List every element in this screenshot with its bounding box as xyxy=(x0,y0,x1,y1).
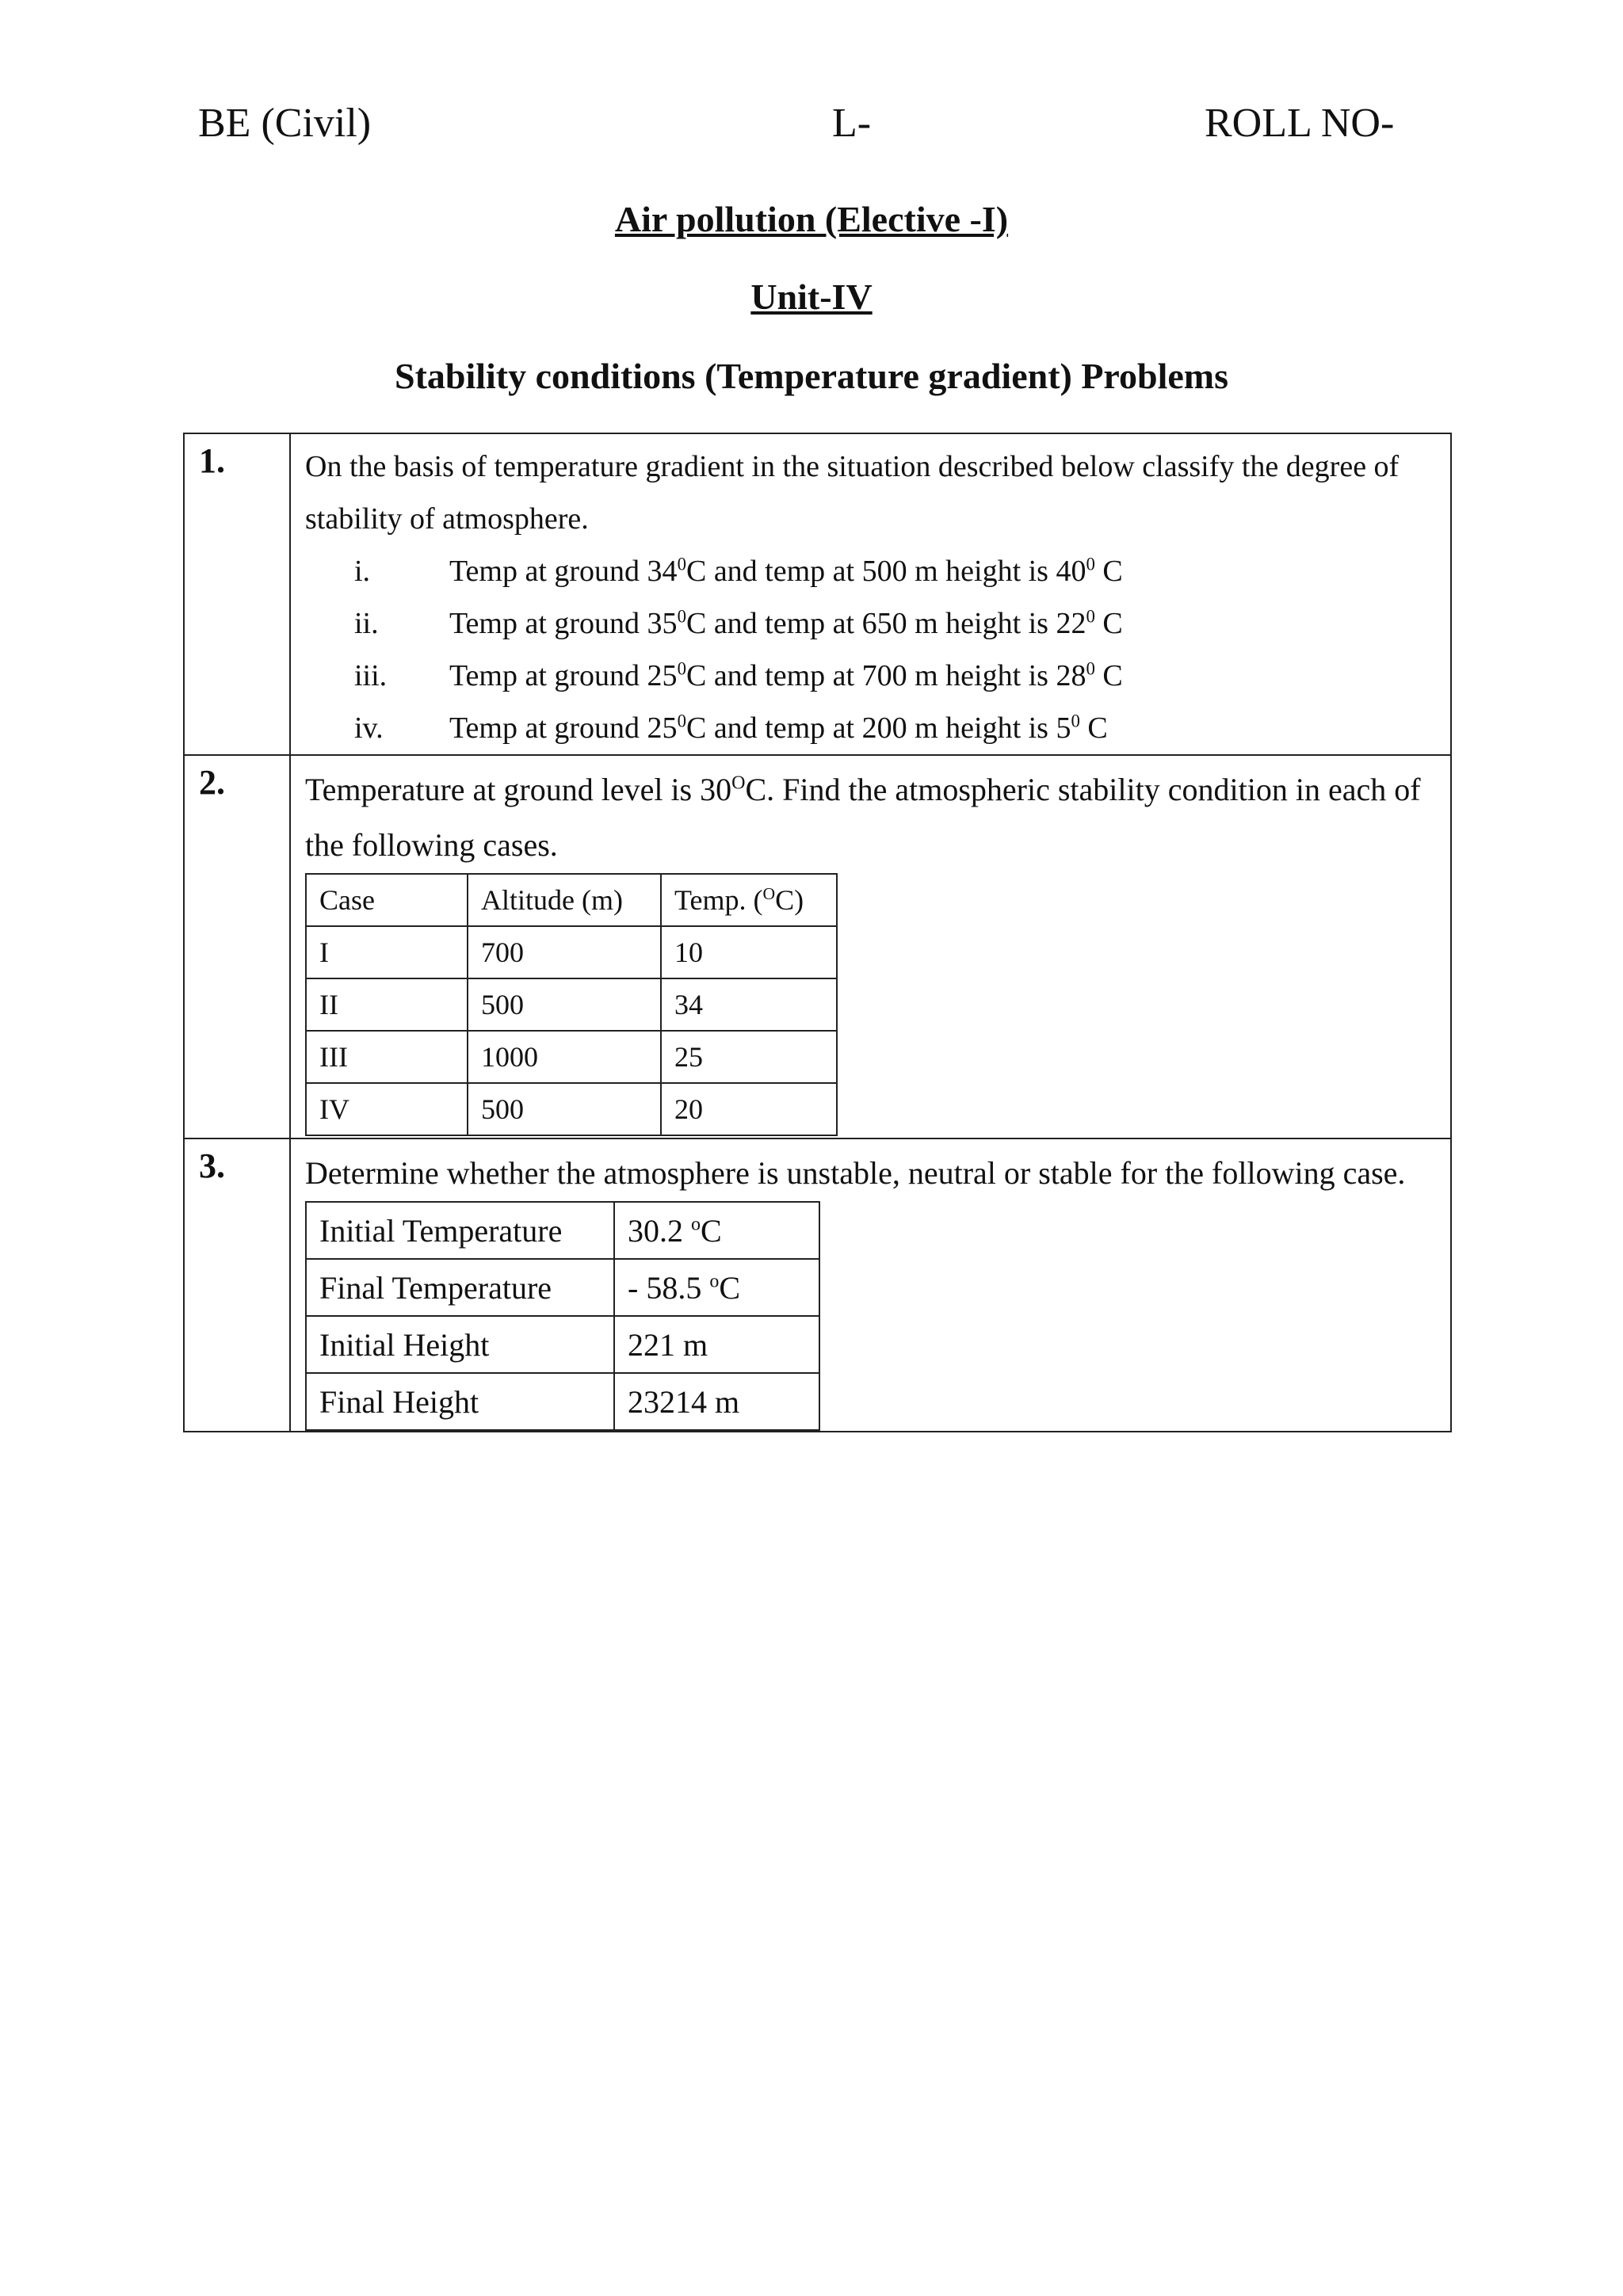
list-item-text: Temp at ground $25^0C$ and temp at 200 m height is $5^0$ C xyxy=(449,711,1108,745)
table-cell: 500 xyxy=(468,1083,661,1135)
table-cell: 221 m xyxy=(614,1316,819,1373)
table-row xyxy=(306,926,837,978)
question-number: 1. xyxy=(184,433,290,755)
table-cell: - 58.5 $^o$C xyxy=(614,1259,819,1316)
list-item-text: Temp at ground $34^0C$ and temp at 500 m height is $40^0$ C xyxy=(449,554,1123,588)
list-marker: i. xyxy=(354,555,371,588)
list-item xyxy=(305,597,1436,650)
table-row xyxy=(306,1031,837,1083)
question-text: On the basis of temperature gradient in the situation described below classify the degree of stability of atmosphere. xyxy=(305,450,1400,536)
table-header-row xyxy=(306,874,837,926)
question-text: Temperature at ground level is $30^OC$. Find the atmospheric stability condition in each of the following cases. xyxy=(305,772,1421,863)
question-number: 3. xyxy=(184,1138,290,1432)
roll-number-label: ROLL NO- xyxy=(1205,101,1395,146)
table-cell: Initial Height xyxy=(306,1316,614,1373)
conditions-table xyxy=(305,1201,820,1431)
table-cell: Final Temperature xyxy=(306,1259,614,1316)
table-cell: Final Height xyxy=(306,1373,614,1430)
table-cell: 1000 xyxy=(468,1031,661,1083)
list-item xyxy=(305,545,1436,597)
question-body xyxy=(290,433,1451,755)
table-header: Altitude (m) xyxy=(468,874,661,926)
question-number: 2. xyxy=(184,755,290,1138)
table-row xyxy=(306,1259,819,1316)
course-label: BE (Civil) xyxy=(198,101,372,146)
unit-title: Unit-IV xyxy=(750,277,873,317)
table-cell: 500 xyxy=(468,978,661,1031)
table-cell: 23214 m xyxy=(614,1373,819,1430)
question-row xyxy=(184,433,1451,755)
table-cell: 10 xyxy=(661,926,837,978)
table-row xyxy=(306,1316,819,1373)
table-row xyxy=(306,1373,819,1430)
table-row xyxy=(306,1083,837,1135)
table-cell: 700 xyxy=(468,926,661,978)
question-body xyxy=(290,755,1451,1138)
table-cell: 20 xyxy=(661,1083,837,1135)
table-cell: Initial Temperature xyxy=(306,1202,614,1259)
table-row xyxy=(306,978,837,1031)
table-header: Temp. ($^O$C) xyxy=(661,874,837,926)
question-text: Determine whether the atmosphere is unstable, neutral or stable for the following case. xyxy=(305,1155,1406,1191)
table-cell: 34 xyxy=(661,978,837,1031)
table-row xyxy=(306,1202,819,1259)
table-cell: I xyxy=(306,926,468,978)
list-marker: iii. xyxy=(354,659,388,692)
table-cell: III xyxy=(306,1031,468,1083)
lecture-label: L- xyxy=(832,101,872,146)
list-marker: ii. xyxy=(354,607,379,640)
topic-title: Stability conditions (Temperature gradient) Problems xyxy=(394,356,1229,396)
list-item xyxy=(305,650,1436,702)
table-cell: II xyxy=(306,978,468,1031)
list-item-text: Temp at ground $25^0C$ and temp at 700 m height is $28^0$ C xyxy=(449,658,1123,692)
list-marker: iv. xyxy=(354,711,384,745)
table-cell: 25 xyxy=(661,1031,837,1083)
table-cell: 30.2 $^o$C xyxy=(614,1202,819,1259)
questions-table xyxy=(183,433,1452,1432)
list-item-text: Temp at ground $35^0C$ and temp at 650 m height is $22^0$ C xyxy=(449,606,1123,640)
list-item xyxy=(305,702,1436,754)
cases-table xyxy=(305,873,838,1136)
table-header: Case xyxy=(306,874,468,926)
question-row xyxy=(184,1138,1451,1432)
subject-title: Air pollution (Elective -I) xyxy=(614,199,1009,239)
question-row xyxy=(184,755,1451,1138)
question-body xyxy=(290,1138,1451,1432)
table-cell: IV xyxy=(306,1083,468,1135)
